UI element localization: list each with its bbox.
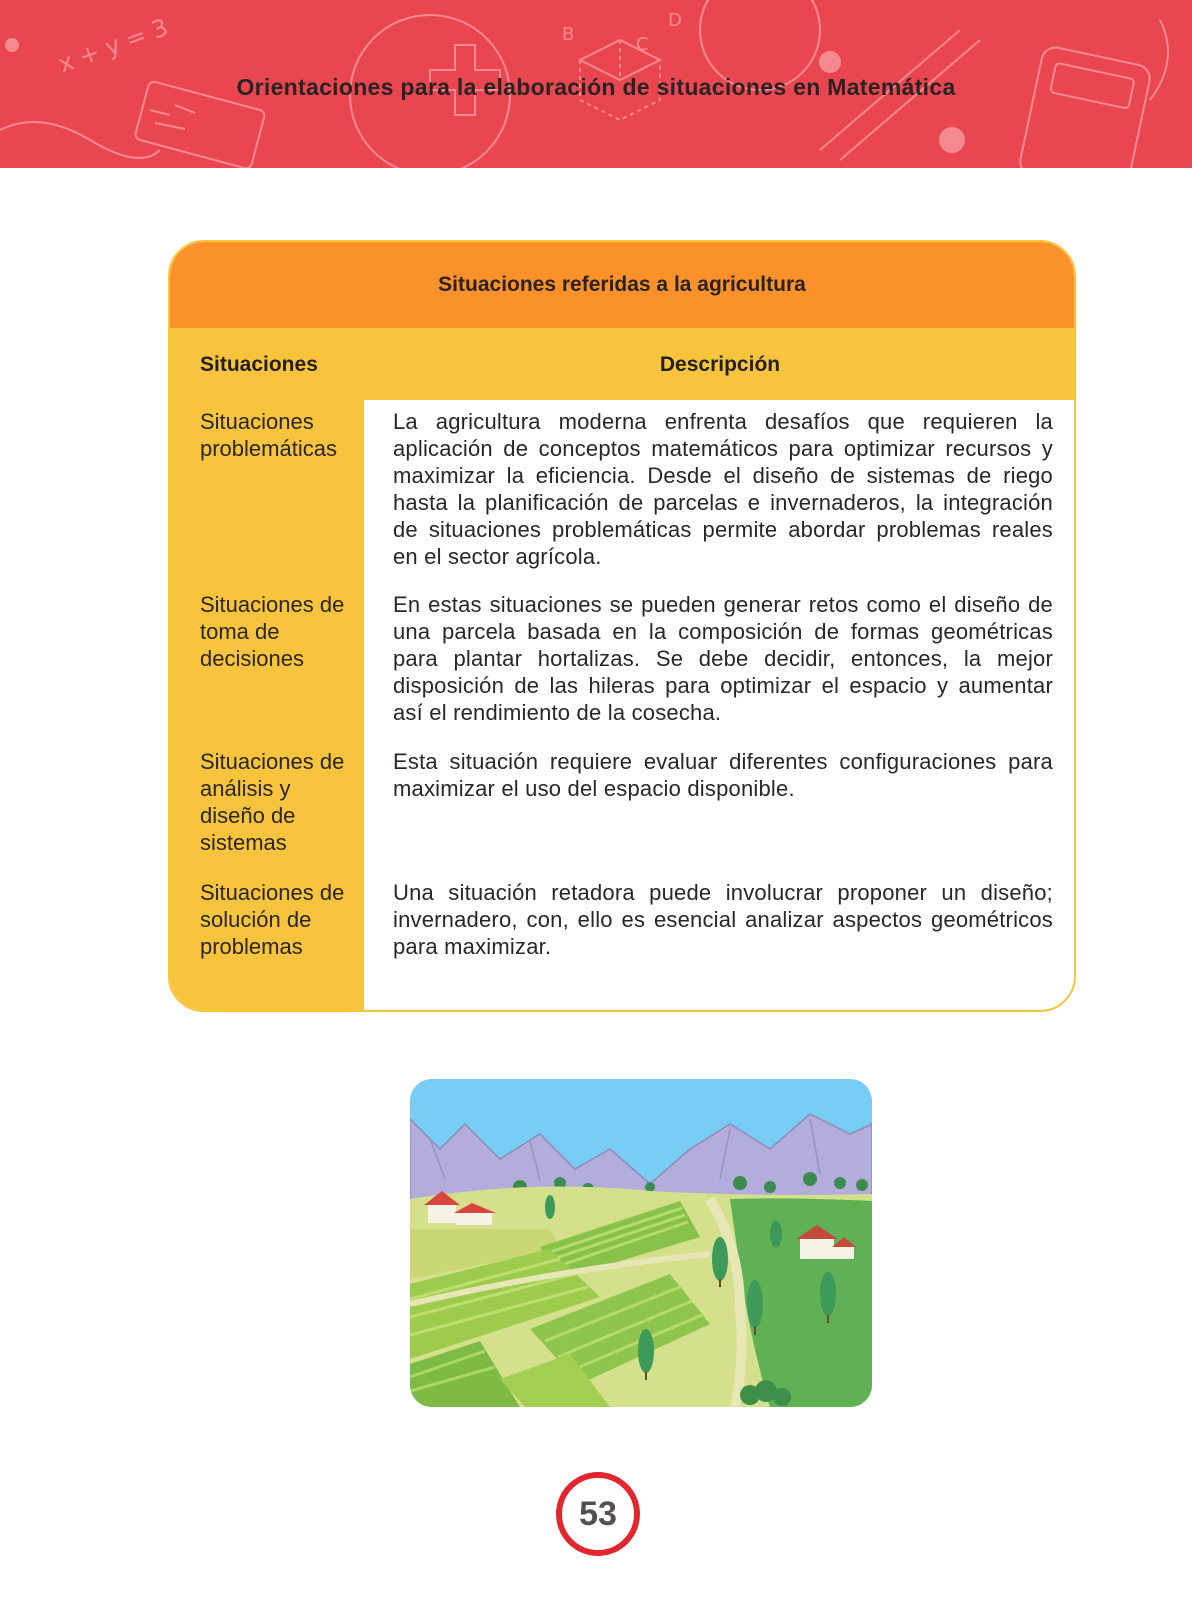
table-title: Situaciones referidas a la agricultura — [438, 273, 806, 296]
svg-text:C: C — [636, 34, 649, 55]
situation-description: Esta situación requiere evaluar diferentes configuraciones para maximizar el uso del espacio disponible. — [393, 749, 1053, 801]
column-header-situaciones: Situaciones — [200, 353, 318, 376]
situation-description: La agricultura moderna enfrenta desafíos que requieren la aplicación de conceptos matemáticos para optimizar recursos y maximizar la eficiencia. Desde el diseño de sistemas de riego hasta la planificación de parcelas e invernaderos, la integración de situaciones problemáticas permite abordar problemas reales en el sector agrícola. — [393, 409, 1053, 569]
page-number-badge — [556, 1472, 640, 1556]
table-header-row — [170, 328, 1074, 400]
situation-description: Una situación retadora puede involucrar proponer un diseño; invernadero, con, ello es esencial analizar aspectos geométricos para maximizar. — [393, 880, 1053, 959]
page-number: 53 — [579, 1495, 617, 1533]
situation-description: En estas situaciones se pueden generar retos como el diseño de una parcela basada en la composición de formas geométricas para plantar hortalizas. Se debe decidir, entonces, la mejor disposición de las hileras para optimizar el espacio y aumentar así el rendimiento de la cosecha. — [393, 592, 1053, 725]
farm-landscape-illustration — [410, 1079, 872, 1407]
situation-name: Situaciones problemáticas — [200, 409, 337, 461]
header-title: Orientaciones para la elaboración de situaciones en Matemática — [236, 74, 956, 100]
agriculture-situations-table — [168, 240, 1076, 1012]
svg-text:B: B — [562, 24, 575, 45]
page-header — [0, 0, 1192, 168]
column-header-descripcion: Descripción — [659, 353, 781, 376]
svg-text:D: D — [668, 10, 682, 31]
situation-name: Situaciones de toma de decisiones — [200, 592, 345, 671]
doodle-equation: x + y = 3 — [54, 13, 172, 79]
table-title-bar — [170, 242, 1074, 328]
situation-name: Situaciones de solución de problemas — [200, 880, 345, 959]
situation-name: Situaciones de análisis y diseño de sistemas — [200, 749, 345, 855]
